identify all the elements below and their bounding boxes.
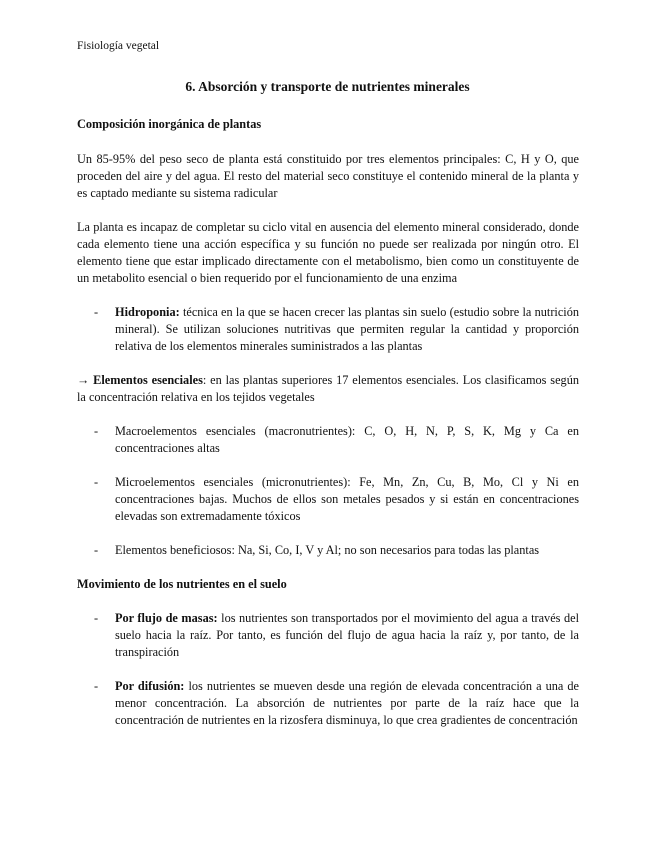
definition-elementos-esenciales: : en las plantas superiores 17 elementos esenciales. Los clasificamos según la concentración relativa en los tejidos vegetales (77, 373, 579, 404)
page-header: Fisiología vegetal (77, 40, 160, 52)
page-title: 6. Absorción y transporte de nutrientes minerales (185, 79, 470, 94)
list-dash: - (94, 305, 99, 319)
list-dash: - (94, 679, 99, 693)
list-item-text: Elementos beneficiosos: Na, Si, Co, I, V y Al; no son necesarios para todas las plantas (115, 543, 540, 557)
term-hidroponia: Hidroponia: (115, 305, 180, 319)
term-difusion: Por difusión: (115, 679, 185, 693)
list-item-text: Microelementos esenciales (micronutrientes): Fe, Mn, Zn, Cu, B, Mo, Cl y Ni en concentraciones bajas. Muchos de ellos son metales pesados y si están en concentraciones elevadas son extremadamente tóxicos (115, 475, 579, 523)
paragraph-composicion: Un 85-95% del peso seco de planta está constituido por tres elementos principales: C, H y O, que proceden del aire y del agua. El resto del material seco constituye el contenido mineral de la planta y es captado mediante su sistema radicular (77, 152, 579, 200)
section-heading-movimiento: Movimiento de los nutrientes en el suelo (77, 577, 287, 591)
definition-hidroponia: técnica en la que se hacen crecer las plantas sin suelo (estudio sobre la nutrición mineral). Se utilizan soluciones nutritivas que permiten regular la cantidad y proporción relativa de los elementos minerales suministrados a las plantas (115, 305, 579, 353)
section-heading-composicion: Composición inorgánica de plantas (77, 117, 262, 131)
list-item-text (115, 304, 579, 355)
list-dash: - (94, 475, 99, 489)
definition-difusion: los nutrientes se mueven desde una región de elevada concentración a una de menor concentración. La absorción de nutrientes por parte de la raíz hace que la concentración de nutrientes en la rizosfera disminuya, lo que crea gradientes de concentración (115, 679, 579, 727)
term-elementos-esenciales: Elementos esenciales (93, 373, 203, 387)
list-dash: - (94, 543, 99, 557)
list-item-text (115, 610, 579, 661)
list-item-text: Macroelementos esenciales (macronutrientes): C, O, H, N, P, S, K, Mg y Ca en concentraciones altas (115, 424, 579, 455)
list-dash: - (94, 611, 99, 625)
list-dash: - (94, 424, 99, 438)
paragraph-elementos-esenciales (77, 372, 579, 406)
paragraph-esencialidad: La planta es incapaz de completar su ciclo vital en ausencia del elemento mineral considerado, donde cada elemento tiene una acción específica y su función no puede ser realizada por ningún otro. El elemento tiene que estar implicado directamente con el metabolismo, bien como un constituyente de un metabolito esencial o bien requerido por el funcionamiento de una enzima (77, 220, 579, 285)
term-flujo-masas: Por flujo de masas: (115, 611, 218, 625)
list-item-text (115, 678, 579, 729)
definition-flujo-masas: los nutrientes son transportados por el movimiento del agua a través del suelo hacia la raíz. Por tanto, es función del flujo de agua hacia la raíz y, por tanto, de la transpiración (115, 611, 580, 659)
arrow-icon: → (77, 373, 94, 387)
